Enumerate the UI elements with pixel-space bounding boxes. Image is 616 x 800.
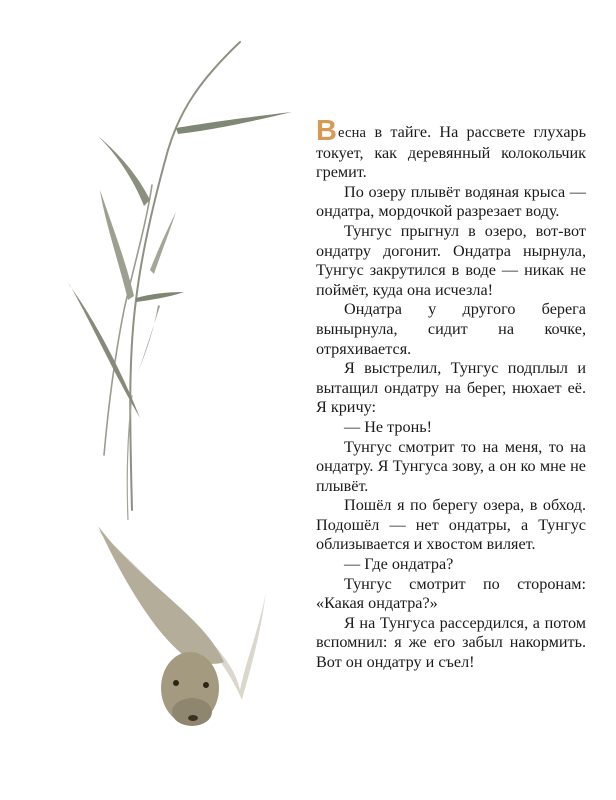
paragraph: Пошёл я по берегу озера, в обход. Подошёл — нет ондатры, а Тунгус облизывается и хвостом виляет. — [316, 496, 586, 554]
paragraph: Ондатра у другого берега вынырнула, сидит на кочке, отряхивается. — [316, 300, 586, 358]
reed-stem — [130, 42, 240, 510]
paragraph: По озеру плывёт водяная крыса — ондатра, мордочкой разрезает воду. — [316, 182, 586, 221]
paragraph: Я на Тунгуса рассердился, а потом вспомнил: я же его забыл накормить. Вот он ондатру и съел! — [316, 613, 586, 672]
paragraph: Я выстрелил, Тунгус подплыл и вытащил ондатру на берег, нюхает её. Я кричу: — [316, 359, 586, 417]
paragraph: Тунгус смотрит то на меня, то на ондатру. Я Тунгуса зову, а он ко мне не плывёт. — [316, 437, 586, 495]
reed-leaf-upper-left — [98, 136, 150, 206]
muskrat-right-eye — [203, 682, 209, 688]
muskrat-snout — [172, 698, 212, 726]
first-word-rest: есна — [337, 125, 367, 141]
paragraph: Тунгус прыгнул в озеро, вот-вот ондатру догонит. Ондатра нырнула, Тунгус закрутился в воде — никак не поймёт, куда она исчезла! — [316, 221, 586, 299]
muskrat-left-eye — [173, 680, 179, 686]
reed-leaf-top — [176, 112, 292, 134]
muskrat-body — [98, 526, 224, 664]
paragraph — [316, 115, 586, 183]
reed-leaf-right — [150, 212, 176, 274]
muskrat-nose — [188, 715, 198, 721]
reed-grass-illustration — [68, 42, 292, 520]
reed-leaf-mid — [136, 292, 184, 302]
paragraph: — Не тронь! — [344, 417, 433, 436]
reed-leaf-small — [138, 305, 160, 372]
drop-cap: В — [316, 115, 337, 147]
reed-leaf-long — [68, 282, 140, 418]
paragraph: Тунгус смотрит по сторонам: «Какая ондатра?» — [316, 574, 586, 613]
story-text — [316, 115, 586, 673]
paragraph: — Где ондатра? — [344, 555, 454, 574]
swimming-muskrat-illustration — [96, 526, 266, 726]
reed-leaf-tall-left — [100, 190, 134, 300]
paragraph-text: в тайге. На рассвете глухарь токует, как деревянный колокольчик гремит. — [316, 123, 586, 182]
